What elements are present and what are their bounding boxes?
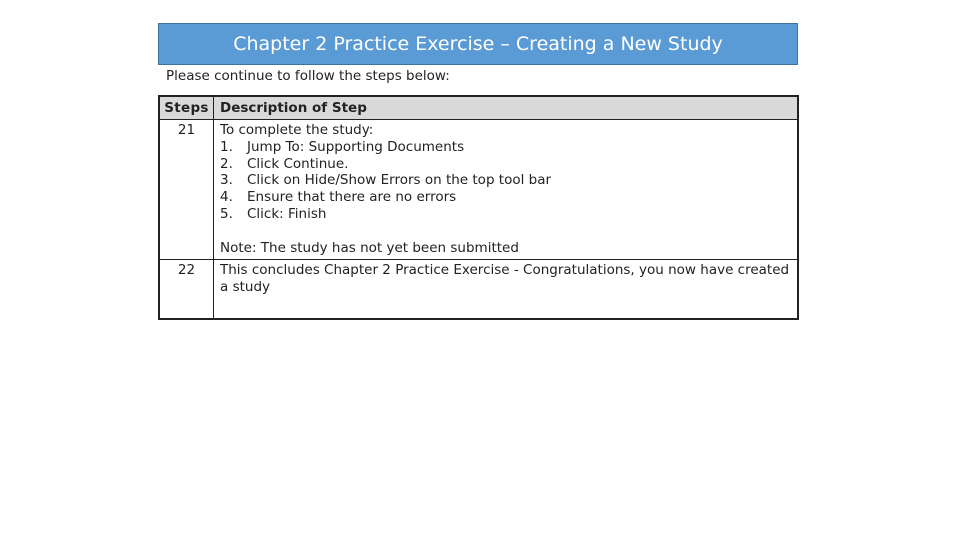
list-number: 3. bbox=[220, 172, 233, 189]
table-row bbox=[159, 120, 798, 260]
list-item bbox=[220, 172, 793, 189]
list-text: Click: Finish bbox=[247, 205, 327, 222]
header-description: Description of Step bbox=[214, 96, 799, 120]
list-text: Click Continue. bbox=[247, 155, 349, 172]
list-number: 5. bbox=[220, 205, 233, 222]
list-text: Click on Hide/Show Errors on the top tool bar bbox=[247, 172, 552, 189]
page-title: Chapter 2 Practice Exercise – Creating a New Study bbox=[233, 33, 723, 55]
list-item bbox=[220, 139, 793, 156]
list-text: Ensure that there are no errors bbox=[247, 189, 457, 206]
list-number: 1. bbox=[220, 138, 233, 155]
step-number: 21 bbox=[159, 120, 214, 260]
list-item bbox=[220, 156, 793, 173]
steps-table bbox=[158, 95, 799, 320]
step-number: 22 bbox=[159, 260, 214, 320]
step-description bbox=[214, 120, 799, 260]
list-item bbox=[220, 189, 793, 206]
list-text: Jump To: Supporting Documents bbox=[247, 138, 465, 155]
step-note: Note: The study has not yet been submitted bbox=[220, 239, 519, 256]
list-number: 4. bbox=[220, 189, 233, 206]
intro-text: Please continue to follow the steps below: bbox=[166, 68, 450, 84]
list-item bbox=[220, 206, 793, 223]
step-intro: To complete the study: bbox=[220, 122, 374, 138]
table-row bbox=[159, 260, 798, 320]
table-header-row bbox=[159, 96, 798, 120]
title-banner bbox=[158, 23, 798, 65]
step-description: This concludes Chapter 2 Practice Exercise - Congratulations, you now have created a study bbox=[220, 262, 790, 295]
spacer bbox=[220, 223, 793, 240]
header-steps: Steps bbox=[159, 96, 214, 120]
list-number: 2. bbox=[220, 155, 233, 172]
